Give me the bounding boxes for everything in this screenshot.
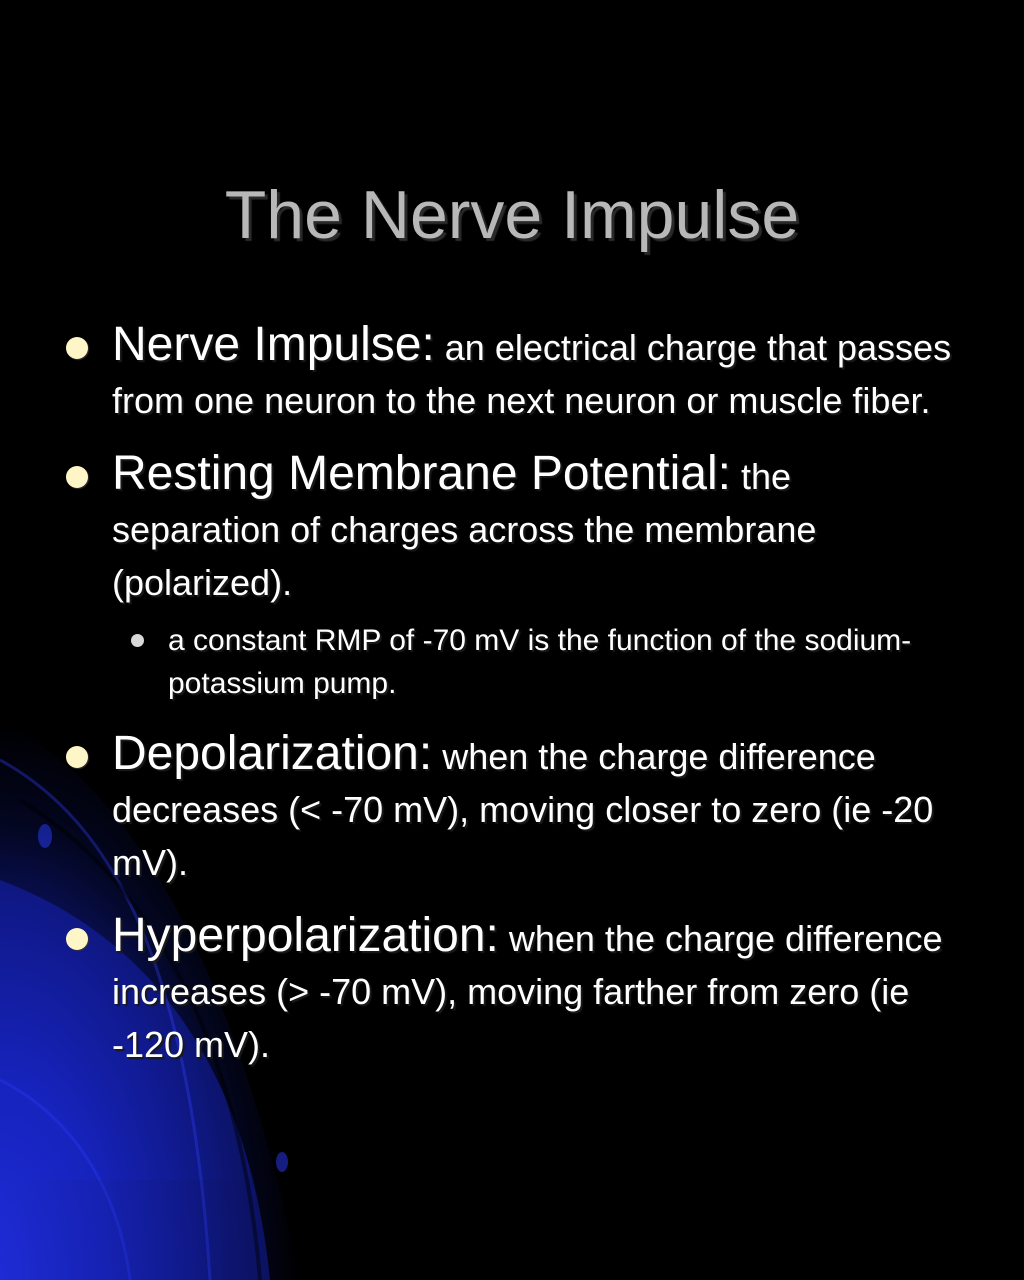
bullet-nerve-impulse (0, 318, 1024, 427)
sub-bullet-rmp (0, 619, 1024, 705)
definition-text: when the charge difference increases (> -70 mV), moving farther from zero (ie -120 mV). (112, 918, 943, 1065)
slide-title: The Nerve Impulse (224, 177, 800, 253)
small-disc-bullet-icon (131, 634, 144, 647)
disc-bullet-icon (66, 337, 88, 359)
bullet-hyperpolarization (0, 909, 1024, 1071)
bullet-text (112, 909, 964, 1071)
bullet-text (112, 447, 964, 609)
disc-bullet-icon (66, 466, 88, 488)
sub-bullet-text: a constant RMP of -70 mV is the function of the sodium-potassium pump. (168, 624, 912, 700)
bullet-text (112, 318, 964, 427)
disc-bullet-icon (66, 746, 88, 768)
bullet-text (112, 727, 964, 889)
bullet-list (0, 318, 1024, 1091)
definition-text: when the charge difference decreases (< -70 mV), moving closer to zero (ie -20 mV). (112, 736, 934, 883)
definition-text: the separation of charges across the membrane (polarized). (112, 456, 817, 603)
bullet-resting-membrane-potential (0, 447, 1024, 609)
term-label: Nerve Impulse: (112, 318, 435, 371)
bullet-depolarization (0, 727, 1024, 889)
term-label: Resting Membrane Potential: (112, 447, 731, 500)
definition-text: an electrical charge that passes from one neuron to the next neuron or muscle fiber. (112, 327, 952, 421)
term-label: Depolarization: (112, 727, 433, 780)
disc-bullet-icon (66, 928, 88, 950)
term-label: Hyperpolarization: (112, 909, 499, 962)
